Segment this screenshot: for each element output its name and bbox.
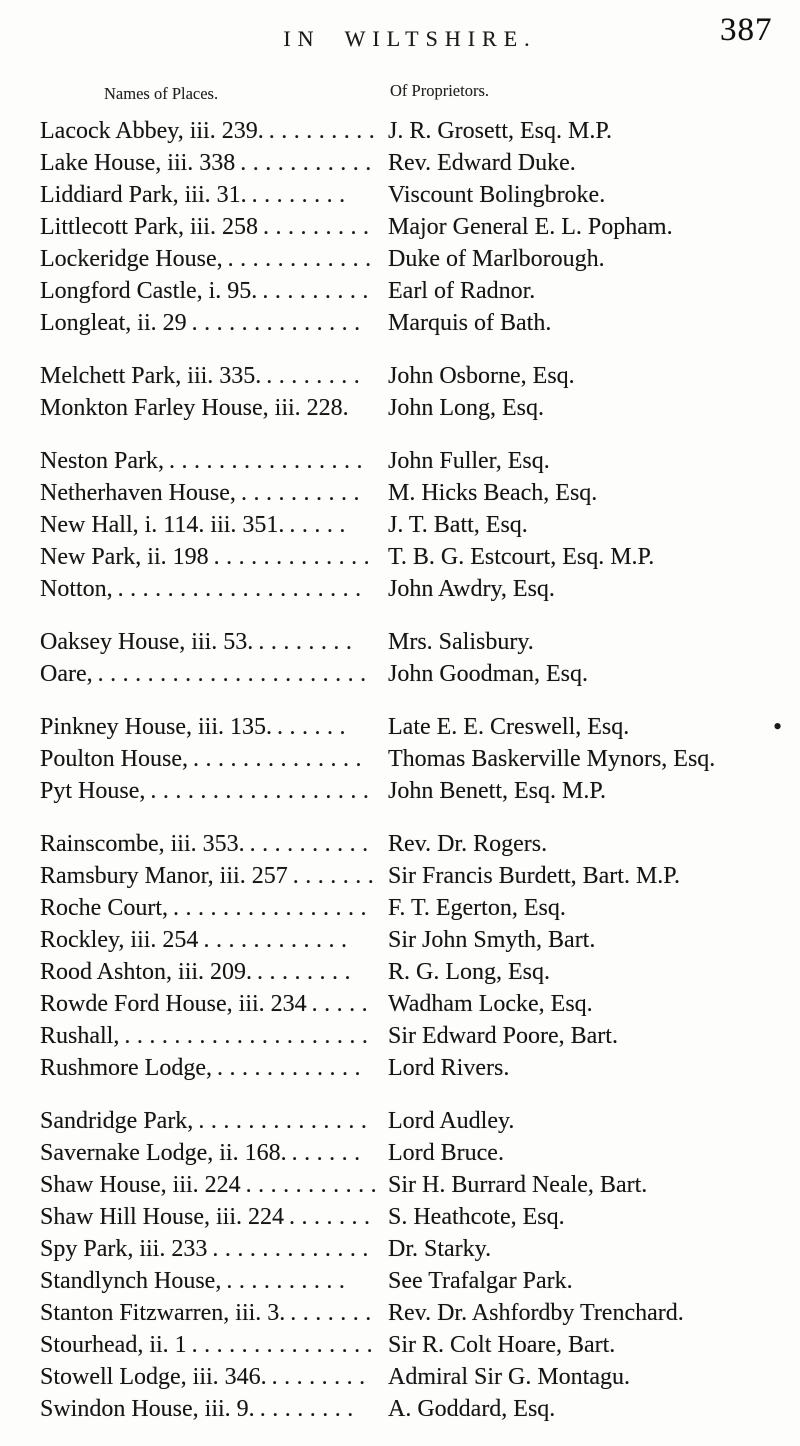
place-name: Poulton House, [40, 746, 189, 772]
proprietor-name: Mrs. Salisbury. [388, 629, 534, 655]
dot-leader: ........ [266, 363, 367, 389]
place-name: Roche Court, [40, 895, 168, 921]
proprietor-name: Rev. Dr. Ashfordby Trenchard. [388, 1300, 684, 1326]
proprietor-name: Rev. Edward Duke. [388, 150, 576, 176]
place-cell [40, 1202, 386, 1232]
table-row [40, 361, 790, 393]
proprietor-name: Sir Francis Burdett, Bart. M.P. [388, 863, 680, 889]
entry-group [40, 116, 790, 340]
dot-leader: ..... [289, 512, 352, 538]
proprietor-name: M. Hicks Beach, Esq. [388, 480, 598, 506]
place-name: Swindon House, iii. 9. [40, 1396, 255, 1422]
dot-leader: ....... [289, 1204, 377, 1230]
table-row [40, 627, 790, 659]
place-cell [40, 308, 386, 338]
table-row [40, 1234, 790, 1266]
place-cell [40, 446, 386, 476]
proprietor-name: Wadham Locke, Esq. [388, 991, 593, 1017]
table-row [40, 1362, 790, 1394]
proprietor-name: J. R. Grosett, Esq. M.P. [388, 118, 613, 144]
dot-leader: ....... [290, 1300, 378, 1326]
place-name: Shaw Hill House, iii. 224 [40, 1204, 284, 1230]
table-row [40, 1394, 790, 1426]
place-cell [40, 1138, 386, 1168]
proprietor-name: Lord Bruce. [388, 1140, 504, 1166]
entry-group [40, 1106, 790, 1426]
dot-leader: ............ [227, 246, 378, 272]
dot-leader: ........ [259, 1396, 360, 1422]
proprietor-name: Duke of Marlborough. [388, 246, 605, 272]
proprietor-name: A. Goddard, Esq. [388, 1396, 556, 1422]
dot-leader: ..... [311, 991, 375, 1017]
place-name: Ramsbury Manor, iii. 257 [40, 863, 288, 889]
place-name: Oaksey House, iii. 53. [40, 629, 254, 655]
proprietor-name: R. G. Long, Esq. [388, 959, 550, 985]
table-row [40, 148, 790, 180]
entry-group [40, 712, 790, 808]
proprietor-name: Marquis of Bath. [388, 310, 552, 336]
table-row [40, 861, 790, 893]
place-name: Netherhaven House, [40, 480, 236, 506]
dot-leader: ......... [262, 214, 376, 240]
place-name: Pyt House, [40, 778, 146, 804]
dot-leader: ................ [168, 448, 369, 474]
place-cell [40, 893, 386, 923]
proprietor-name: J. T. Batt, Esq. [388, 512, 528, 538]
place-cell [40, 627, 386, 657]
dot-leader: ............ [216, 1055, 367, 1081]
place-cell [40, 925, 386, 955]
place-name: Littlecott Park, iii. 258 [40, 214, 258, 240]
place-cell [40, 116, 386, 146]
place-cell [40, 478, 386, 508]
place-cell [40, 542, 386, 572]
place-cell [40, 1106, 386, 1136]
dot-leader: .............. [191, 310, 367, 336]
dot-leader: .................... [117, 576, 368, 602]
place-name: Standlynch House, [40, 1268, 222, 1294]
place-cell [40, 393, 386, 423]
table-row [40, 308, 790, 340]
place-name: Lockeridge House, [40, 246, 223, 272]
place-cell [40, 829, 386, 859]
proprietor-name: Sir Edward Poore, Bart. [388, 1023, 618, 1049]
entries-list [40, 116, 790, 1426]
proprietor-name: Late E. E. Creswell, Esq. [388, 714, 630, 740]
proprietor-name: Thomas Baskerville Mynors, Esq. [388, 746, 716, 772]
table-row [40, 510, 790, 542]
place-cell [40, 148, 386, 178]
place-name: Lacock Abbey, iii. 239. [40, 118, 264, 144]
dot-leader: ......... [268, 118, 382, 144]
place-name: Neston Park, [40, 448, 164, 474]
table-row [40, 276, 790, 308]
proprietor-name: John Osborne, Esq. [388, 363, 575, 389]
proprietor-name: Dr. Starky. [388, 1236, 492, 1262]
dot-leader: .......... [226, 1268, 352, 1294]
page-number: 387 [720, 12, 773, 48]
proprietor-name: John Fuller, Esq. [388, 448, 550, 474]
entry-group [40, 361, 790, 425]
dot-leader: ....... [292, 863, 381, 889]
table-row [40, 542, 790, 574]
table-row [40, 776, 790, 808]
place-cell [40, 1394, 386, 1424]
proprietor-name: S. Heathcote, Esq. [388, 1204, 565, 1230]
place-cell [40, 212, 386, 242]
proprietor-name: See Trafalgar Park. [388, 1268, 573, 1294]
proprietor-name: John Goodman, Esq. [388, 661, 588, 687]
table-row [40, 116, 790, 148]
place-cell [40, 957, 386, 987]
place-name: Savernake Lodge, ii. 168. [40, 1140, 287, 1166]
table-row [40, 989, 790, 1021]
place-name: New Park, ii. 198 [40, 544, 209, 570]
place-name: Stanton Fitzwarren, iii. 3. [40, 1300, 286, 1326]
dot-leader: ............. [213, 544, 377, 570]
table-row [40, 446, 790, 478]
dot-leader: .............. [198, 1108, 374, 1134]
place-cell [40, 659, 386, 689]
dot-leader: ................ [172, 895, 373, 921]
proprietor-name: Lord Rivers. [388, 1055, 510, 1081]
dot-leader: .................... [124, 1023, 375, 1049]
table-row [40, 1266, 790, 1298]
table-row [40, 659, 790, 691]
proprietor-name: John Awdry, Esq. [388, 576, 555, 602]
place-cell [40, 776, 386, 806]
place-cell [40, 1266, 386, 1296]
place-name: Rainscombe, iii. 353. [40, 831, 245, 857]
dot-leader: ...................... [97, 661, 373, 687]
table-row [40, 829, 790, 861]
place-name: Oare, [40, 661, 93, 687]
place-cell [40, 510, 386, 540]
table-row [40, 478, 790, 510]
place-cell [40, 1021, 386, 1051]
place-cell [40, 1170, 386, 1200]
proprietor-name: Earl of Radnor. [388, 278, 536, 304]
place-cell [40, 180, 386, 210]
place-cell [40, 712, 386, 742]
place-cell [40, 744, 386, 774]
table-row [40, 1298, 790, 1330]
proprietor-name: Admiral Sir G. Montagu. [388, 1364, 630, 1390]
dot-leader: ...... [277, 714, 352, 740]
place-name: Rushmore Lodge, [40, 1055, 212, 1081]
table-row [40, 1330, 790, 1362]
place-cell [40, 861, 386, 891]
place-name: Pinkney House, iii. 135. [40, 714, 272, 740]
dot-leader: ......... [262, 278, 375, 304]
proprietor-name: Major General E. L. Popham. [388, 214, 673, 240]
place-name: Lake House, iii. 338 [40, 150, 236, 176]
place-name: Liddiard Park, iii. 31. [40, 182, 247, 208]
proprietor-name: Rev. Dr. Rogers. [388, 831, 548, 857]
dot-leader: ........ [271, 1364, 372, 1390]
dot-leader: ........... [245, 1172, 384, 1198]
place-name: Sandridge Park, [40, 1108, 194, 1134]
place-cell [40, 1053, 386, 1083]
place-name: Rowde Ford House, iii. 234 [40, 991, 307, 1017]
place-name: Stowell Lodge, iii. 346. [40, 1364, 267, 1390]
table-row [40, 574, 790, 606]
place-cell [40, 1234, 386, 1264]
place-name: Spy Park, iii. 233 [40, 1236, 208, 1262]
table-row [40, 393, 790, 425]
dot-leader: ........... [240, 150, 378, 176]
place-name: Rood Ashton, iii. 209. [40, 959, 253, 985]
table-row [40, 744, 790, 776]
dot-leader: .......... [249, 831, 375, 857]
table-row [40, 893, 790, 925]
proprietor-name: John Long, Esq. [388, 395, 544, 421]
table-row [40, 1170, 790, 1202]
table-row [40, 1021, 790, 1053]
table-row [40, 244, 790, 276]
proprietor-name: Sir H. Burrard Neale, Bart. [388, 1172, 648, 1198]
place-name: Notton, [40, 576, 113, 602]
place-cell [40, 361, 386, 391]
table-row [40, 925, 790, 957]
place-cell [40, 276, 386, 306]
proprietor-name: Lord Audley. [388, 1108, 515, 1134]
dot-leader: ............... [191, 1332, 380, 1358]
place-cell [40, 1362, 386, 1392]
proprietor-name: Sir John Smyth, Bart. [388, 927, 596, 953]
table-row [40, 1053, 790, 1085]
place-cell [40, 1330, 386, 1360]
proprietor-name: John Benett, Esq. M.P. [388, 778, 607, 804]
dot-leader: .............. [193, 746, 369, 772]
dot-leader [349, 395, 354, 421]
place-name: Rushall, [40, 1023, 120, 1049]
entry-group [40, 829, 790, 1085]
place-name: Stourhead, ii. 1 [40, 1332, 187, 1358]
column-header-proprietors: Of Proprietors. [390, 81, 489, 100]
page-title: IN WILTSHIRE. [283, 26, 537, 51]
table-row [40, 712, 790, 744]
table-row [40, 212, 790, 244]
place-name: Longleat, ii. 29 [40, 310, 187, 336]
table-row [40, 1106, 790, 1138]
table-row [40, 957, 790, 989]
place-name: Rockley, iii. 254 [40, 927, 199, 953]
place-name: New Hall, i. 114. iii. 351. [40, 512, 285, 538]
place-cell [40, 1298, 386, 1328]
column-header-places: Names of Places. [104, 84, 219, 103]
entry-group [40, 627, 790, 691]
proprietor-name: T. B. G. Estcourt, Esq. M.P. [388, 544, 655, 570]
table-row [40, 1138, 790, 1170]
dot-leader: ........ [258, 629, 359, 655]
place-name: Shaw House, iii. 224 [40, 1172, 241, 1198]
dot-leader: ............ [203, 927, 354, 953]
proprietor-name: F. T. Egerton, Esq. [388, 895, 566, 921]
entry-group [40, 446, 790, 606]
dot-leader: ........ [251, 182, 352, 208]
table-row [40, 1202, 790, 1234]
proprietor-name: Sir R. Colt Hoare, Bart. [388, 1332, 616, 1358]
dot-leader: ........ [257, 959, 358, 985]
dot-leader: .......... [240, 480, 366, 506]
ink-dot-artifact: • [773, 712, 783, 741]
dot-leader: ...... [291, 1140, 367, 1166]
table-row [40, 180, 790, 212]
place-cell [40, 574, 386, 604]
dot-leader: ............. [212, 1236, 375, 1262]
place-name: Monkton Farley House, iii. 228. [40, 395, 349, 421]
place-cell [40, 989, 386, 1019]
dot-leader: .................. [150, 778, 376, 804]
place-name: Melchett Park, iii. 335. [40, 363, 262, 389]
proprietor-name: Viscount Bolingbroke. [388, 182, 606, 208]
place-name: Longford Castle, i. 95. [40, 278, 258, 304]
place-cell [40, 244, 386, 274]
